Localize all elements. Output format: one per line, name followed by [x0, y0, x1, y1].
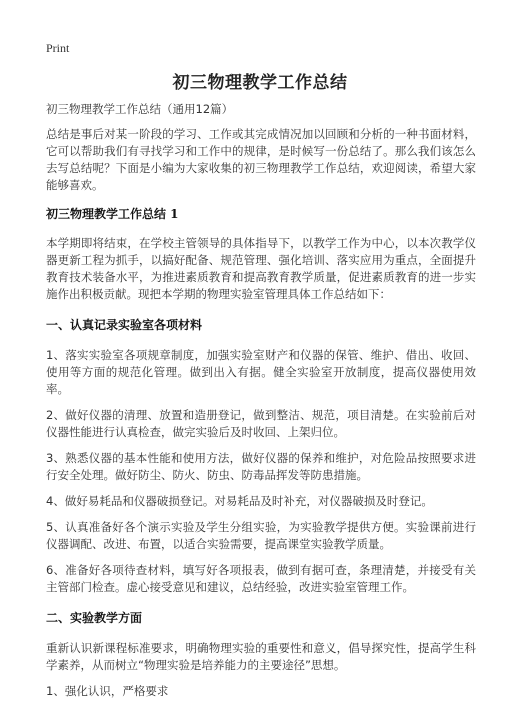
list-item: 5、认真准备好各个演示实验及学生分组实验，为实验教学提供方便。实验课前进行仪器调配、改进、布置，以适合实验需要，提高课堂实验教学质量。: [46, 520, 476, 551]
list-item: 1、落实实验室各项规章制度，加强实验室财产和仪器的保管、维护、借出、收回、使用等方面的规范化管理。做到出入有据。健全实验室开放制度，提高仪器使用效率。: [46, 348, 476, 396]
list-item: 3、熟悉仪器的基本性能和使用方法，做好仪器的保养和维护，对危险品按照要求进行安全处理。做好防尘、防火、防虫、防毒品挥发等防患措施。: [46, 451, 476, 482]
page-title: 初三物理教学工作总结: [172, 73, 348, 93]
list-item: 1、强化认识，严格要求: [46, 684, 169, 698]
document-subtitle: 初三物理教学工作总结（通用12篇）: [46, 102, 234, 116]
list-item: 6、准备好各项待查材料，填写好各项报表，做到有据可查，条理清楚，并接受有关主管部门检查。虚心接受意见和建议，总结经验，改进实验室管理工作。: [46, 563, 476, 594]
section-heading-records: 一、认真记录实验室各项材料: [46, 318, 203, 332]
article-intro-paragraph: 本学期即将结束，在学校主管领导的具体指导下，以教学工作为中心，以本次教学仪器更新工程为抓手，以搞好配备、规范管理、强化培训、落实应用为重点，全面提升教育技术装备水平，为推进素质教育和提高教育教学质量，促进素质教育的进一步实施作出积极贡献。现把本学期的物理实验室管理具体工作总结如下：: [46, 236, 476, 301]
section-heading-teaching: 二、实验教学方面: [46, 611, 143, 625]
print-link[interactable]: Print: [46, 41, 70, 55]
article-heading: 初三物理教学工作总结 1: [46, 207, 179, 221]
list-item: 2、做好仪器的清理、放置和造册登记，做到整洁、规范，项目清楚。在实验前后对仪器性能进行认真检查，做完实验后及时收回、上架归位。: [46, 408, 476, 439]
list-item: 4、做好易耗品和仪器破损登记。对易耗品及时补充，对仪器破损及时登记。: [46, 494, 433, 508]
section2-intro-paragraph: 重新认识新课程标准要求，明确物理实验的重要性和意义，倡导探究性，提高学生科学素养，从而树立“物理实验是培养能力的主要途径”思想。: [46, 641, 476, 672]
document-body: [46, 100, 476, 709]
intro-paragraph: 总结是事后对某一阶段的学习、工作或其完成情况加以回顾和分析的一种书面材料，它可以帮助我们有寻找学习和工作中的规律，是时候写一份总结了。那么我们该怎么去写总结呢？下面是小编为大家收集的初三物理教学工作总结，欢迎阅读，希望大家能够喜欢。: [46, 127, 476, 192]
